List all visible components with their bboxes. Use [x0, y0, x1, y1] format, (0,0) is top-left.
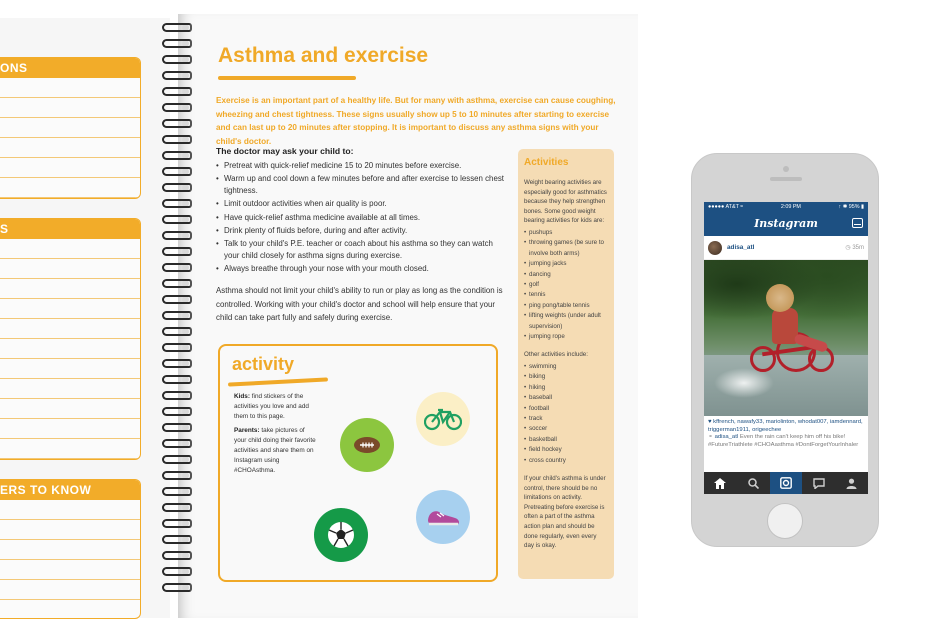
- list-item: • track: [524, 414, 608, 424]
- closing-paragraph: Asthma should not limit your child's ability to run or play as long as the condition is controlled. Working with your child's doctor and school will help ensure that your child can take part fully and safely during exercise.: [216, 286, 503, 323]
- tip-item: • Drink plenty of fluids before, during and after activity.: [216, 225, 506, 236]
- list-item: • ping pong/table tennis: [524, 301, 608, 311]
- app-header: [704, 212, 868, 236]
- list-item: • hiking: [524, 383, 608, 393]
- avatar[interactable]: [708, 241, 722, 255]
- list-item: • cross country: [524, 456, 608, 466]
- app-logo: Instagram: [754, 217, 818, 230]
- other-list: [524, 362, 608, 466]
- activity-swoosh: [228, 377, 328, 386]
- weight-intro: Weight bearing activities are especially good for asthmatics because they help strengthen bones. Some good weight bearing activities for kids are:: [524, 179, 607, 225]
- left-box-3-heading: ERS TO KNOW: [0, 480, 140, 500]
- camera-icon[interactable]: [770, 472, 803, 494]
- status-time: 2:09 PM: [780, 204, 801, 210]
- list-item: • baseball: [524, 393, 608, 403]
- tip-item: • Talk to your child's P.E. teacher or coach about his asthma so they can watch your child closely for asthma signs during exercise.: [216, 238, 506, 261]
- list-item: • throwing games (be sure to involve both arms): [524, 238, 608, 259]
- activity-icon[interactable]: [802, 472, 835, 494]
- phone-screen: [704, 202, 868, 494]
- list-item: • golf: [524, 280, 608, 290]
- activities-closing: If your child's asthma is under control, there should be no limitations on activity. Pretreating before exercise is often a part of the asthma action plan and should be done regularly, even every day is okay.: [524, 475, 606, 550]
- list-item: • jumping rope: [524, 332, 608, 342]
- front-camera: [783, 166, 789, 172]
- left-box-3: [0, 479, 141, 619]
- list-item: • swimming: [524, 362, 608, 372]
- inbox-icon[interactable]: [852, 218, 863, 228]
- left-page: [0, 18, 170, 618]
- soccer-sticker-icon: [314, 508, 368, 562]
- list-item: • field hockey: [524, 445, 608, 455]
- post-username[interactable]: adisa_atl: [727, 244, 755, 251]
- profile-icon[interactable]: [835, 472, 868, 494]
- post-time: ◷ 35m: [845, 245, 864, 251]
- post-caption: ♥ kffrench, nawafy33, mariolinton, whodat007, iamdennard, triggerman1911, origeechee ⚬ adisa_atl Even the rain can't keep him off his bike! #FutureTriathlete #CHOAasthma #DontForgetYourInhaler: [708, 419, 863, 448]
- activity-instructions: [234, 392, 316, 477]
- list-item: • dancing: [524, 270, 608, 280]
- tip-item: • Always breathe through your nose with your mouth closed.: [216, 263, 506, 274]
- list-item: • soccer: [524, 424, 608, 434]
- post-photo[interactable]: [704, 260, 868, 416]
- comment-username[interactable]: adisa_atl: [714, 434, 739, 441]
- home-button[interactable]: [767, 503, 803, 539]
- left-box-2-heading: S: [0, 219, 140, 239]
- post-header: [704, 236, 868, 260]
- tip-item: • Have quick-relief asthma medicine available at all times.: [216, 212, 506, 223]
- post-likes[interactable]: ♥ kffrench, nawafy33, mariolinton, whodat007, iamdennard, triggerman1911, origeechee: [708, 419, 863, 433]
- activity-title: activity: [232, 354, 295, 374]
- activities-panel: [518, 149, 614, 579]
- doctor-tips-list: [216, 160, 506, 277]
- parents-text: take pictures of your child doing their favorite activities and share them on Instagram using #CHOAsthma.: [234, 426, 316, 475]
- status-bar: [704, 202, 868, 212]
- list-item: • jumping jacks: [524, 259, 608, 269]
- bike-sticker-icon: [416, 392, 470, 446]
- list-item: • lifting weights (under adult supervision): [524, 311, 608, 332]
- tab-bar: [704, 472, 868, 494]
- football-sticker-icon: [340, 418, 394, 472]
- list-item: • pushups: [524, 228, 608, 238]
- activities-title: Activities: [524, 157, 569, 168]
- spiral-binding: [158, 22, 202, 612]
- list-item: • biking: [524, 372, 608, 382]
- shoe-sticker-icon: [416, 490, 470, 544]
- left-box-1: [0, 57, 141, 199]
- kids-text: find stickers of the activities you love and add them to this page.: [234, 393, 309, 421]
- comment-text: Even the rain can't keep him off his bike! #FutureTriathlete #CHOAasthma #DontForgetYourInhaler: [708, 434, 859, 448]
- intro-paragraph: Exercise is an important part of a healthy life. But for many with asthma, exercise can cause coughing, wheezing and chest tightness. These signs usually show up 5 to 10 minutes after starting to exercise and can last up to 20 minutes after stopping. It is important to discuss any asthma signs with your child's doctor.: [216, 96, 616, 146]
- phone-mockup: [691, 153, 879, 547]
- battery-label: ↑ ✱ 95% ▮: [838, 204, 864, 210]
- list-item: • basketball: [524, 435, 608, 445]
- title-underline: [218, 76, 356, 80]
- right-page: [178, 14, 638, 618]
- carrier-label: ●●●●● AT&T ≈: [708, 204, 744, 210]
- doctor-heading: The doctor may ask your child to:: [216, 146, 354, 156]
- search-icon[interactable]: [737, 472, 770, 494]
- left-box-1-heading: ONS: [0, 58, 140, 78]
- tip-item: • Warm up and cool down a few minutes before and after exercise to lessen chest tightness.: [216, 173, 506, 196]
- kids-label: Kids:: [234, 393, 250, 400]
- parents-label: Parents:: [234, 426, 260, 434]
- list-item: • tennis: [524, 290, 608, 300]
- tip-item: • Pretreat with quick-relief medicine 15 to 20 minutes before exercise.: [216, 160, 506, 171]
- list-item: • football: [524, 404, 608, 414]
- left-box-2: [0, 218, 141, 460]
- tip-item: • Limit outdoor activities when air quality is poor.: [216, 198, 506, 209]
- home-icon[interactable]: [704, 472, 737, 494]
- other-intro: Other activities include:: [524, 351, 588, 359]
- activity-box: [218, 344, 498, 582]
- weight-list: [524, 228, 608, 342]
- page-title: Asthma and exercise: [218, 44, 429, 67]
- speaker-grille: [770, 177, 802, 181]
